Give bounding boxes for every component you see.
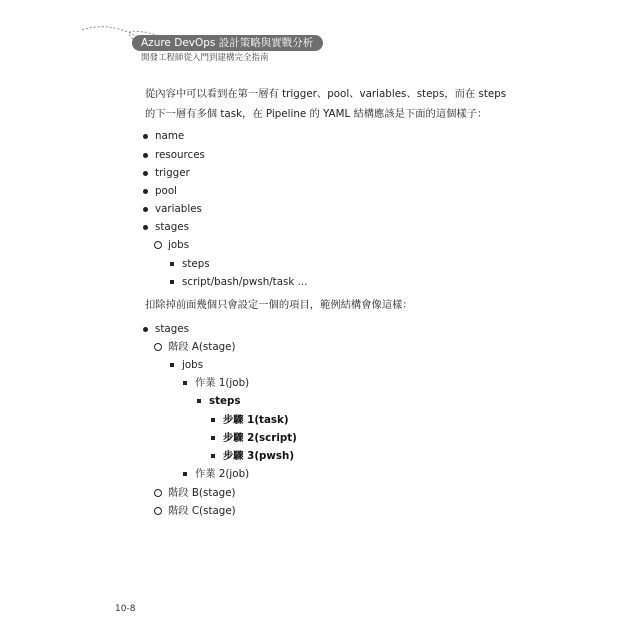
- list-item-label: 階段 C(stage): [168, 505, 236, 517]
- list-item-label: stages: [155, 323, 189, 335]
- list-item-label: jobs: [182, 359, 204, 371]
- list-item: [195, 376, 249, 390]
- intro-line-1: 從內容中可以看到在第一層有 trigger、pool、variables、steps，而在 steps: [145, 88, 507, 100]
- list-item: [155, 202, 202, 216]
- list-item: [155, 220, 189, 234]
- list-item: [155, 322, 189, 336]
- bullet-dot-icon: [139, 166, 151, 180]
- list-item: [223, 431, 297, 445]
- list-item: [155, 148, 205, 162]
- bullet-square-icon: [207, 431, 219, 445]
- list-item-label: steps: [182, 258, 210, 270]
- bullet-dot-icon: [139, 184, 151, 198]
- list-item: [223, 413, 289, 427]
- middle-paragraph: 扣除掉前面幾個只會設定一個的項目，範例結構會像這樣：: [145, 299, 413, 311]
- list-item: [223, 449, 294, 463]
- list-item: [155, 129, 184, 143]
- list-item-label: steps: [209, 395, 241, 407]
- bullet-square-icon: [179, 467, 191, 481]
- bullet-circle-icon: [152, 238, 164, 252]
- list-item-label: 作業 2(job): [195, 468, 250, 480]
- list-item: [155, 166, 190, 180]
- bullet-square-icon: [166, 358, 178, 372]
- list-item-label: resources: [155, 149, 205, 161]
- bullet-dot-icon: [139, 148, 151, 162]
- intro-line-2: 的下一層有多個 task，在 Pipeline 的 YAML 結構應該是下面的這個樣子：: [145, 108, 488, 120]
- list-item-label: variables: [155, 203, 202, 215]
- list-item: [209, 394, 241, 408]
- list-item: [182, 275, 307, 289]
- bullet-square-icon: [207, 413, 219, 427]
- list-item: [168, 486, 236, 500]
- bullet-dot-icon: [139, 129, 151, 143]
- bullet-square-icon: [166, 275, 178, 289]
- bullet-square-icon: [179, 376, 191, 390]
- list-item-label: 階段 A(stage): [168, 341, 236, 353]
- list-item-label: 階段 B(stage): [168, 487, 236, 499]
- list-item: [195, 467, 249, 481]
- list-item: [168, 238, 189, 252]
- bullet-circle-icon: [152, 340, 164, 354]
- list-item-label: 作業 1(job): [195, 377, 250, 389]
- bullet-circle-icon: [152, 486, 164, 500]
- list-item-label: script/bash/pwsh/task ...: [182, 276, 308, 288]
- list-item-label: 步驟 3(pwsh): [223, 450, 295, 462]
- list-item-label: trigger: [155, 167, 190, 179]
- list-item: [155, 184, 177, 198]
- book-title-badge: Azure DevOps 設計策略與實戰分析: [132, 35, 323, 51]
- list-item: [168, 340, 236, 354]
- book-subtitle: 開發工程師從入門到建構完全指南: [141, 53, 269, 63]
- list-item: [182, 358, 203, 372]
- bullet-square-icon: [207, 449, 219, 463]
- bullet-square-icon: [193, 394, 205, 408]
- bullet-dot-icon: [139, 322, 151, 336]
- list-item-label: stages: [155, 221, 189, 233]
- bullet-dot-icon: [139, 220, 151, 234]
- list-item: [168, 504, 236, 518]
- list-item-label: pool: [155, 185, 177, 197]
- list-item-label: name: [155, 130, 185, 142]
- list-item-label: 步驟 1(task): [223, 414, 289, 426]
- list-item-label: 步驟 2(script): [223, 432, 297, 444]
- list-item-label: jobs: [168, 239, 190, 251]
- bullet-square-icon: [166, 257, 178, 271]
- page-number: 10-8: [115, 604, 136, 614]
- list-item: [182, 257, 210, 271]
- bullet-circle-icon: [152, 504, 164, 518]
- bullet-dot-icon: [139, 202, 151, 216]
